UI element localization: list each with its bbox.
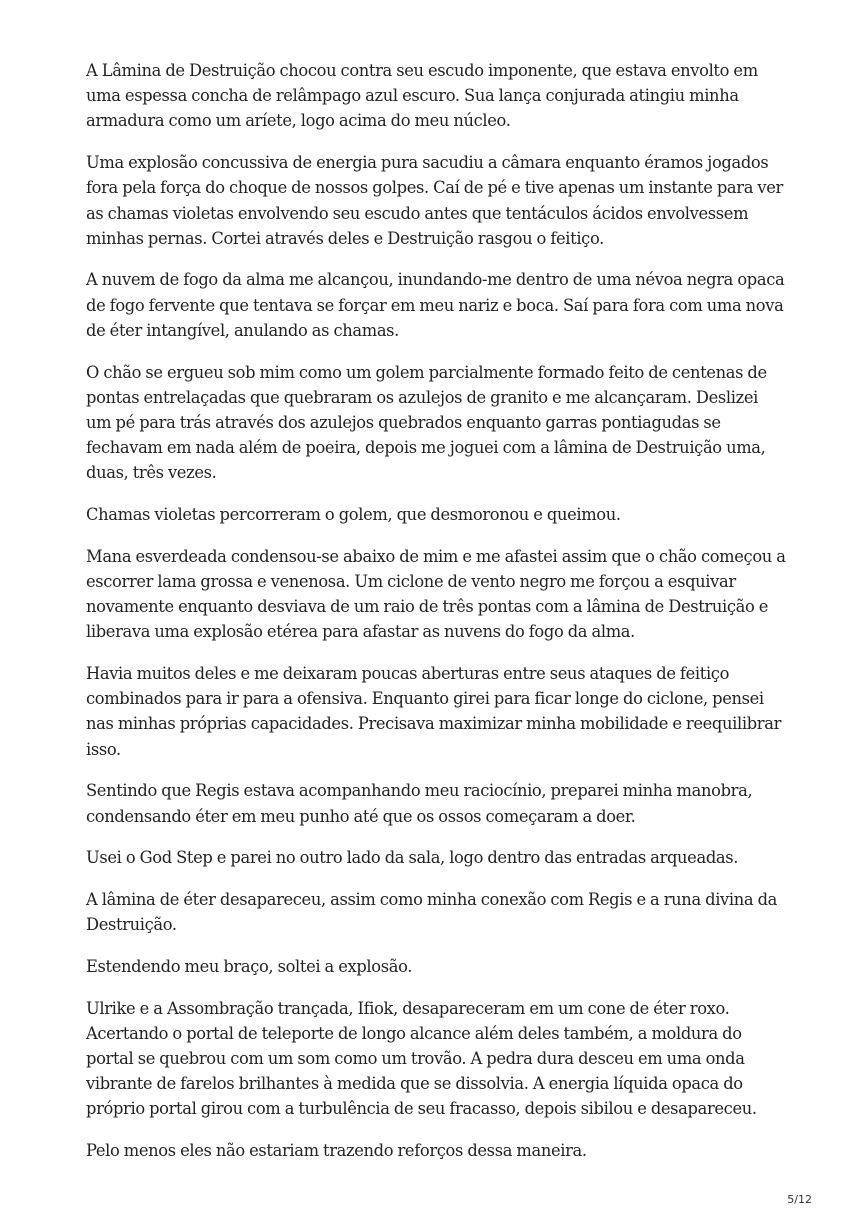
paragraph: Usei o God Step e parei no outro lado da sala, logo dentro das entradas arqueadas. — [86, 848, 739, 868]
paragraph: A Lâmina de Destruição chocou contra seu escudo imponente, que estava envolto em uma espessa concha de relâmpago azul escuro. Sua lança conjurada atingiu minha armadura como um aríete, logo acima do meu núcleo. — [86, 61, 758, 131]
paragraph: Ulrike e a Assombração trançada, Ifiok, desapareceram em um cone de éter roxo. Acertando o portal de teleporte de longo alcance além deles também, a moldura do portal se quebrou com um som como um trovão. A pedra dura desceu em uma onda vibrante de farelos brilhantes à medida que se dissolvia. A energia líquida opaca do próprio portal girou com a turbulência de seu fracasso, depois sibilou e desapareceu. — [86, 998, 757, 1119]
paragraph: Havia muitos deles e me deixaram poucas aberturas entre seus ataques de feitiço combinados para ir para a ofensiva. Enquanto girei para ficar longe do ciclone, pensei nas minhas próprias capacidades. Precisava maximizar minha mobilidade e reequilibrar isso. — [86, 664, 782, 759]
paragraph: Mana esverdeada condensou-se abaixo de mim e me afastei assim que o chão começou a escorrer lama grossa e venenosa. Um ciclone de vento negro me forçou a esquivar novamente enquanto desviava de um raio de três pontas com a lâmina de Destruição e liberava uma explosão etérea para afastar as nuvens do fogo da alma. — [86, 546, 786, 642]
paragraph: Chamas violetas percorreram o golem, que desmoronou e queimou. — [86, 505, 621, 525]
page-number: 5/12 — [787, 1193, 812, 1206]
paragraph: Uma explosão concussiva de energia pura sacudiu a câmara enquanto éramos jogados fora pela força do choque de nossos golpes. Caí de pé e tive apenas um instante para ver as chamas violetas envolvendo seu escudo antes que tentáculos ácidos envolvessem minhas pernas. Cortei através deles e Destruição rasgou o feitiço. — [86, 153, 783, 248]
paragraph: Estendendo meu braço, soltei a explosão. — [86, 956, 413, 976]
document-body — [86, 58, 786, 1180]
paragraph: Pelo menos eles não estariam trazendo reforços dessa maneira. — [86, 1141, 587, 1161]
paragraph: A lâmina de éter desapareceu, assim como minha conexão com Regis e a runa divina da Destruição. — [86, 889, 778, 935]
paragraph: Sentindo que Regis estava acompanhando meu raciocínio, preparei minha manobra, condensando éter em meu punho até que os ossos começaram a doer. — [86, 781, 753, 826]
paragraph: A nuvem de fogo da alma me alcançou, inundando-me dentro de uma névoa negra opaca de fogo fervente que tentava se forçar em meu nariz e boca. Saí para fora com uma nova de éter intangível, anulando as chamas. — [86, 270, 785, 340]
paragraph: O chão se ergueu sob mim como um golem parcialmente formado feito de centenas de pontas entrelaçadas que quebraram os azulejos de granito e me alcançaram. Deslizei um pé para trás através dos azulejos quebrados enquanto garras pontiagudas se fechavam em nada além de poeira, depois me joguei com a lâmina de Destruição uma, duas, três vezes. — [86, 362, 767, 483]
